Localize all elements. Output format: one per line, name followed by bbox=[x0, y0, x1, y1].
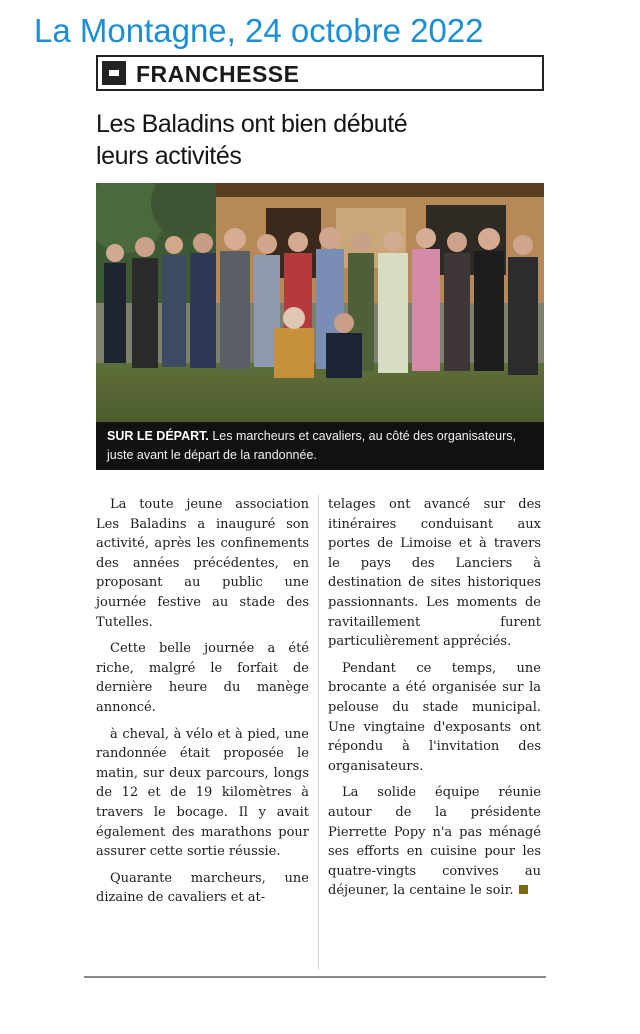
caption-text: Les marcheurs et cavaliers, au côté des organisateurs, juste avant le départ de la randonnée. bbox=[107, 429, 516, 462]
paragraph bbox=[328, 783, 541, 901]
paragraph: Quarante marcheurs, une dizaine de cavaliers et at- bbox=[96, 870, 309, 906]
section-rubric bbox=[96, 55, 544, 91]
headline-line-2: leurs activités bbox=[96, 142, 242, 170]
end-of-article-square-icon bbox=[519, 885, 528, 894]
column-divider bbox=[318, 495, 319, 970]
paragraph: La toute jeune association Les Baladins a inauguré son activité, après les confinements des années précédentes, en proposant au public une journée festive au stade des Tutelles. bbox=[96, 497, 309, 630]
rubric-label: FRANCHESSE bbox=[136, 61, 300, 87]
article-column-right bbox=[328, 495, 541, 908]
paragraph: à cheval, à vélo et à pied, une randonnée était proposée le matin, sur deux parcours, longs de 12 et de 19 kilomètres à travers le bocage. Il y avait également des marathons pour assurer cette sortie réussie. bbox=[96, 726, 309, 860]
paragraph: Pendant ce temps, une brocante a été organisée sur la pelouse du stade municipal. Une vingtaine d'exposants ont répondu à l'invitation des organisateurs. bbox=[328, 660, 541, 774]
photo-caption bbox=[96, 422, 544, 470]
article-headline bbox=[96, 108, 544, 172]
headline-line-1: Les Baladins ont bien débuté bbox=[96, 110, 408, 138]
publication-source: La Montagne, 24 octobre 2022 bbox=[34, 12, 484, 49]
paragraph-text: La solide équipe réunie autour de la présidente Pierrette Popy n'a pas ménagé ses efforts en cuisine pour les quatre-vingts convives au déjeuner, la centaine le soir. bbox=[328, 785, 541, 899]
paragraph: telages ont avancé sur des itinéraires conduisant aux portes de Limoise et à travers le pays des Lanciers à destination de sites historiques passionnants. Les moments de ravitaillement furent particulièrement appréciés. bbox=[328, 497, 541, 650]
caption-lead: SUR LE DÉPART. bbox=[107, 429, 209, 443]
article-column-left bbox=[96, 495, 309, 915]
rubric-square-icon bbox=[102, 61, 126, 85]
bottom-rule bbox=[84, 976, 546, 978]
paragraph: Cette belle journée a été riche, malgré le forfait de dernière heure du manège annoncé. bbox=[96, 641, 309, 715]
